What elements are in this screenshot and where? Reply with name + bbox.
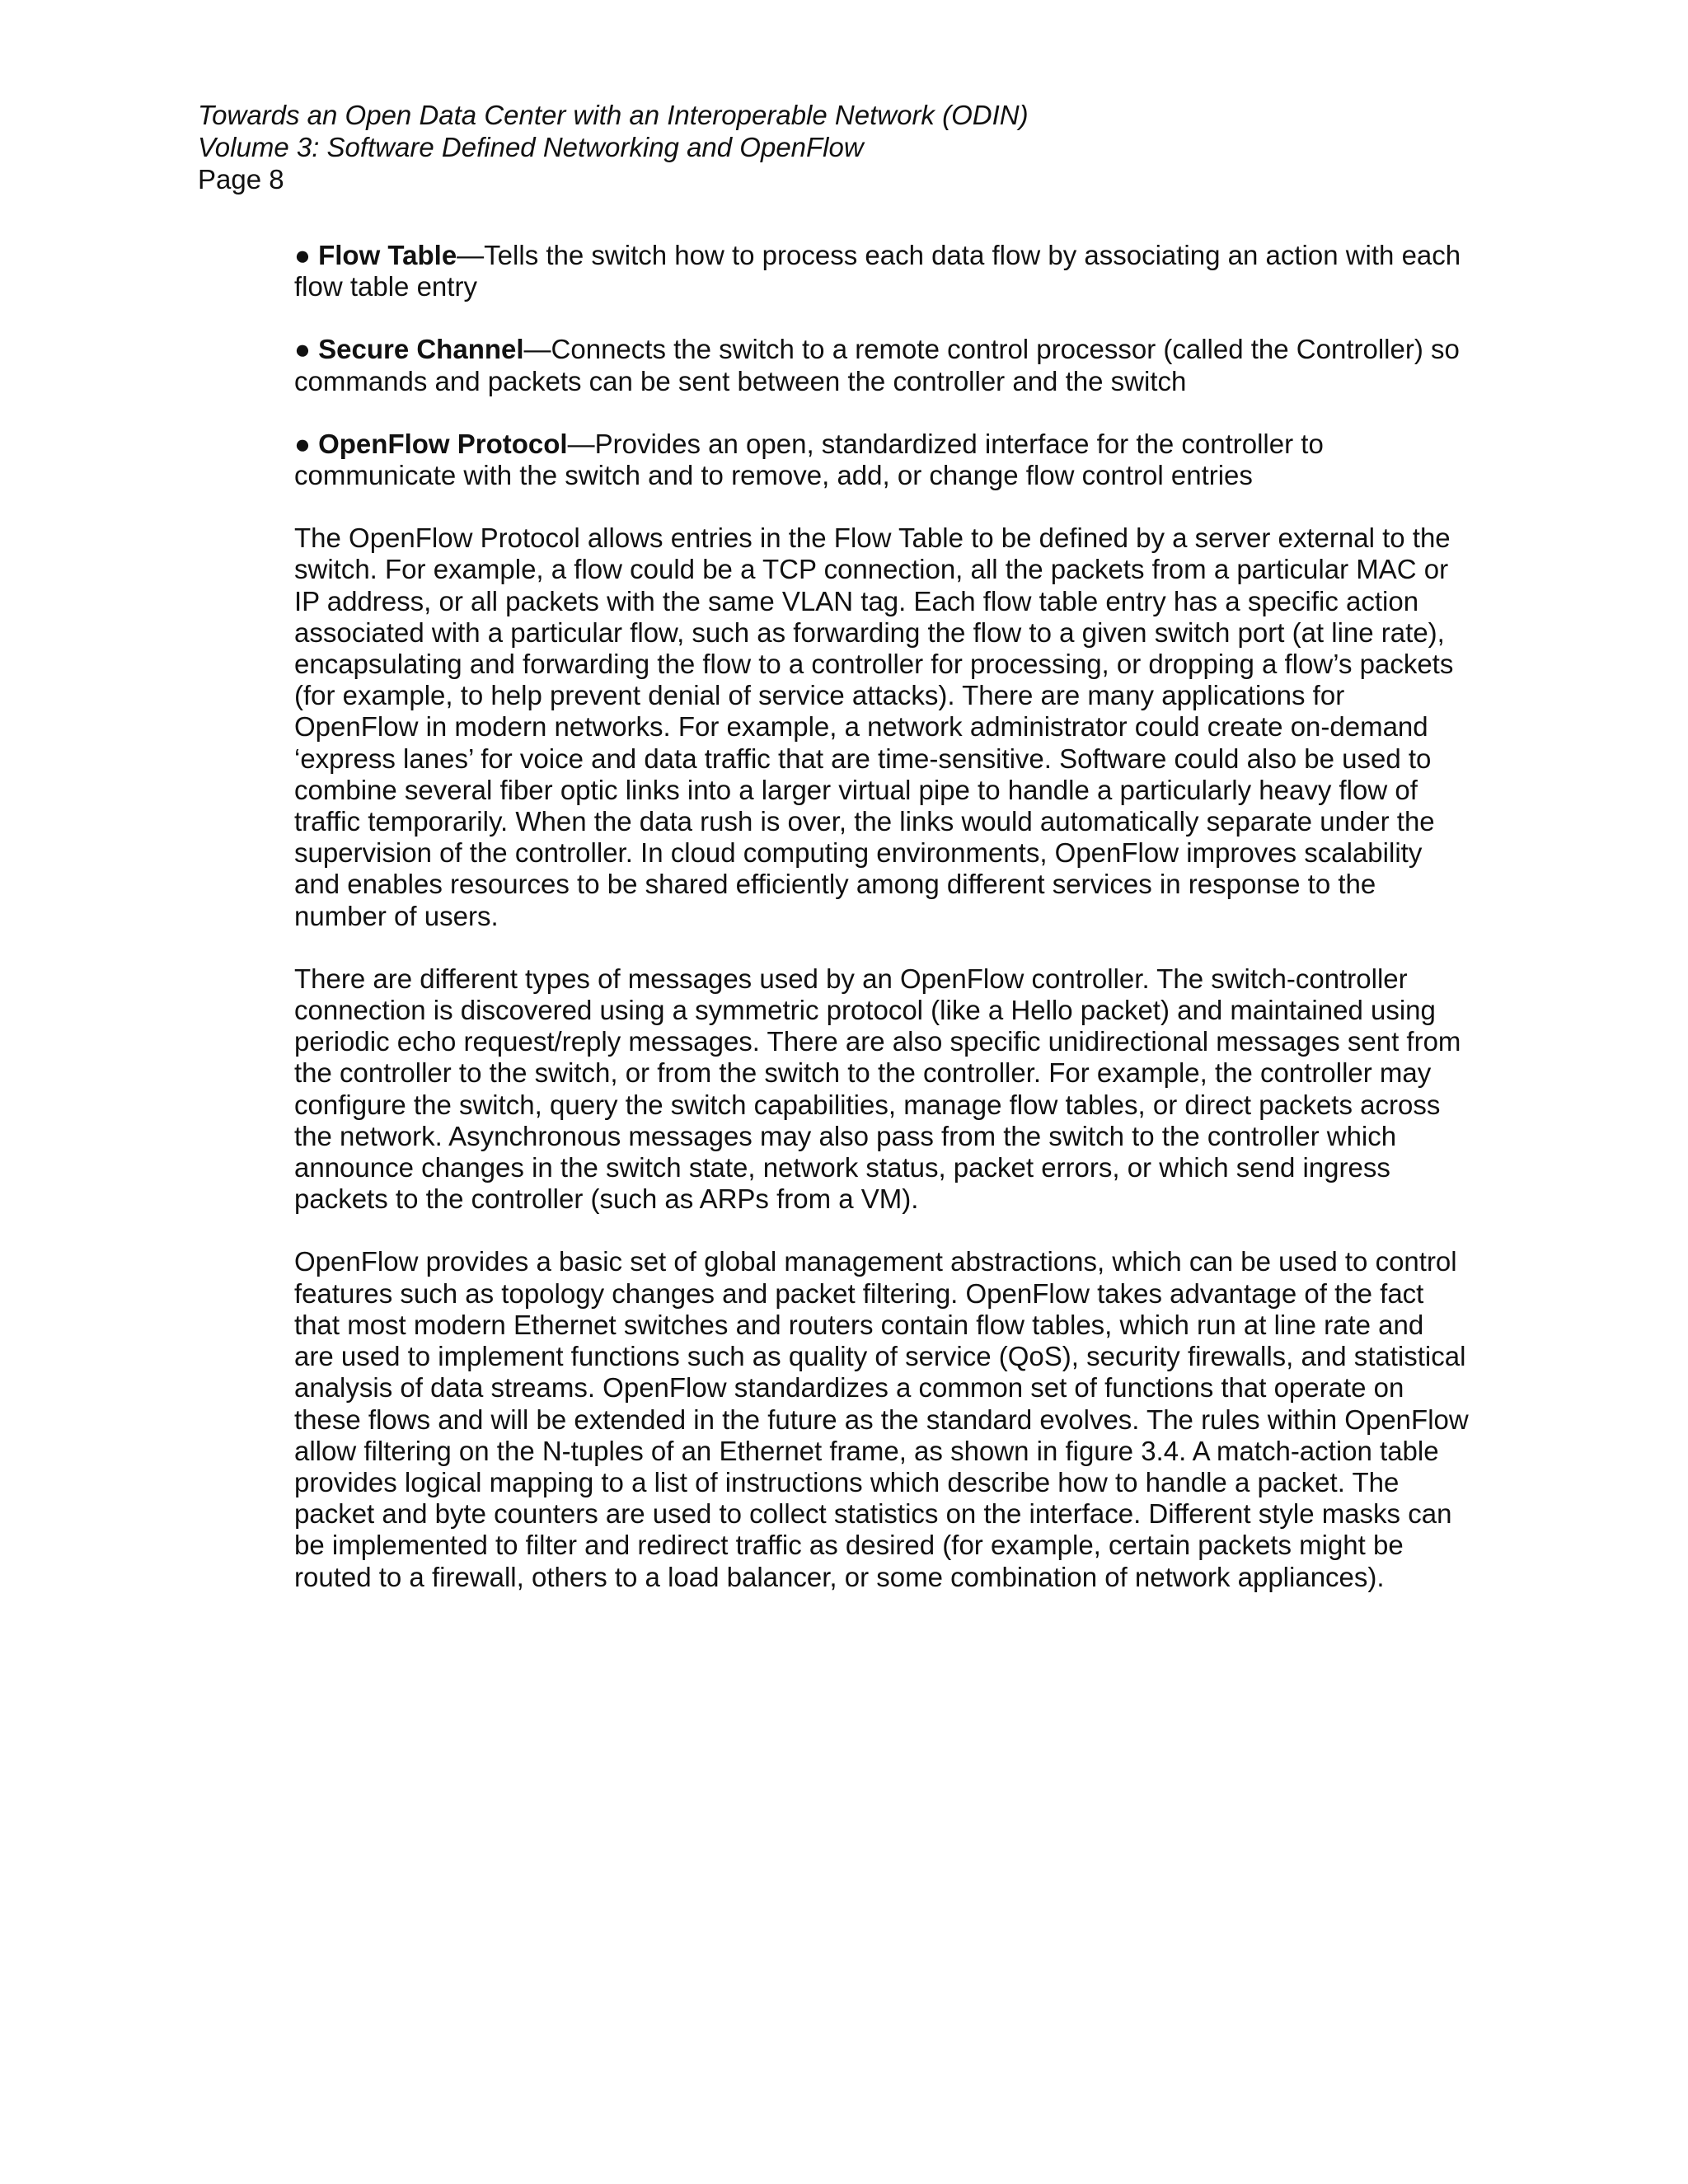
paragraph-line: encapsulating and forwarding the flow to a controller for processing, or dropping a flow’s packets	[294, 649, 1454, 680]
paragraph	[294, 1246, 1481, 1592]
bullet-item	[294, 240, 1481, 302]
paragraph-line: are used to implement functions such as quality of service (QoS), security firewalls, and statistical	[294, 1341, 1466, 1372]
paragraph-line: packets to the controller (such as ARPs from a VM).	[294, 1183, 919, 1215]
paragraph-line: configure the switch, query the switch capabilities, manage flow tables, or direct packets across	[294, 1089, 1441, 1120]
paragraph-line: periodic echo request/reply messages. There are also specific unidirectional messages sent from	[294, 1026, 1461, 1057]
paragraph-line: There are different types of messages used by an OpenFlow controller. The switch-controller	[294, 963, 1408, 994]
bullet-line: flow table entry	[294, 271, 477, 302]
paragraph-line: connection is discovered using a symmetric protocol (like a Hello packet) and maintained using	[294, 995, 1436, 1026]
page-header	[198, 99, 1434, 195]
paragraph-line: analysis of data streams. OpenFlow standardizes a common set of functions that operate on	[294, 1372, 1404, 1404]
bullet-line: communicate with the switch and to remove, add, or change flow control entries	[294, 460, 1253, 491]
bullet-term: OpenFlow Protocol	[318, 428, 568, 459]
paragraph	[294, 963, 1481, 1216]
paragraph-line: OpenFlow provides a basic set of global management abstractions, which can be used to control	[294, 1246, 1457, 1277]
paragraph-line: that most modern Ethernet switches and routers contain flow tables, which run at line rate and	[294, 1309, 1424, 1340]
paragraph-line: switch. For example, a flow could be a TCP connection, all the packets from a particular MAC or	[294, 554, 1449, 585]
paragraph-line: the controller to the switch, or from the switch to the controller. For example, the controller may	[294, 1057, 1432, 1089]
bullet-description: —Tells the switch how to process each data flow by associating an action with each	[457, 240, 1461, 270]
paragraph-line: IP address, or all packets with the same VLAN tag. Each flow table entry has a specific action	[294, 585, 1419, 616]
paragraph-line: The OpenFlow Protocol allows entries in the Flow Table to be defined by a server external to the	[294, 523, 1451, 554]
bullet-line	[294, 334, 1481, 365]
bullet-line	[294, 429, 1481, 460]
paragraph-line: combine several fiber optic links into a larger virtual pipe to handle a particularly heavy flow of	[294, 774, 1418, 805]
paragraph-line: OpenFlow in modern networks. For example, a network administrator could create on-demand	[294, 711, 1428, 743]
bullet-item	[294, 429, 1481, 491]
paragraph-line: (for example, to help prevent denial of service attacks). There are many applications for	[294, 680, 1345, 711]
paragraph-line: associated with a particular flow, such as forwarding the flow to a given switch port (at line rate),	[294, 616, 1445, 648]
page-number: Page 8	[198, 164, 284, 194]
paragraph-line: the network. Asynchronous messages may also pass from the switch to the controller which	[294, 1120, 1397, 1151]
bullet-description: —Provides an open, standardized interface for the controller to	[567, 428, 1324, 459]
paragraph-line: number of users.	[294, 900, 499, 931]
bullet-term: Flow Table	[318, 240, 457, 270]
paragraph-line: allow filtering on the N-tuples of an Ethernet frame, as shown in figure 3.4. A match-action table	[294, 1435, 1439, 1466]
paragraph-line: announce changes in the switch state, network status, packet errors, or which send ingress	[294, 1152, 1390, 1183]
paragraph-line: routed to a firewall, others to a load balancer, or some combination of network appliances).	[294, 1561, 1385, 1592]
paragraph-line: be implemented to filter and redirect traffic as desired (for example, certain packets might be	[294, 1530, 1404, 1561]
document-body	[294, 240, 1481, 1624]
paragraph-line: packet and byte counters are used to collect statistics on the interface. Different style masks can	[294, 1498, 1452, 1530]
bullet-description: —Connects the switch to a remote control processor (called the Controller) so	[523, 334, 1460, 365]
bullet-term: Secure Channel	[318, 334, 524, 365]
paragraph-line: provides logical mapping to a list of instructions which describe how to handle a packet. The	[294, 1466, 1400, 1497]
bullet-line	[294, 240, 1481, 271]
paragraph-line: traffic temporarily. When the data rush is over, the links would automatically separate under the	[294, 806, 1435, 837]
paragraph-line: and enables resources to be shared efficiently among different services in response to the	[294, 869, 1376, 900]
paragraph-line: these flows and will be extended in the future as the standard evolves. The rules within OpenFlow	[294, 1404, 1469, 1435]
volume-title: Volume 3: Software Defined Networking and OpenFlow	[198, 132, 864, 162]
bullet-symbol: ●	[294, 334, 311, 365]
bullet-symbol: ●	[294, 240, 311, 270]
paragraph-line: supervision of the controller. In cloud computing environments, OpenFlow improves scalability	[294, 837, 1423, 869]
document-title: Towards an Open Data Center with an Interoperable Network (ODIN)	[198, 100, 1029, 130]
bullet-line: commands and packets can be sent between the controller and the switch	[294, 365, 1187, 396]
bullet-symbol: ●	[294, 428, 311, 459]
paragraph-line: features such as topology changes and packet filtering. OpenFlow takes advantage of the fact	[294, 1277, 1424, 1309]
paragraph-line: ‘express lanes’ for voice and data traffic that are time-sensitive. Software could also be used to	[294, 743, 1432, 774]
paragraph	[294, 523, 1481, 932]
bullet-item	[294, 334, 1481, 396]
